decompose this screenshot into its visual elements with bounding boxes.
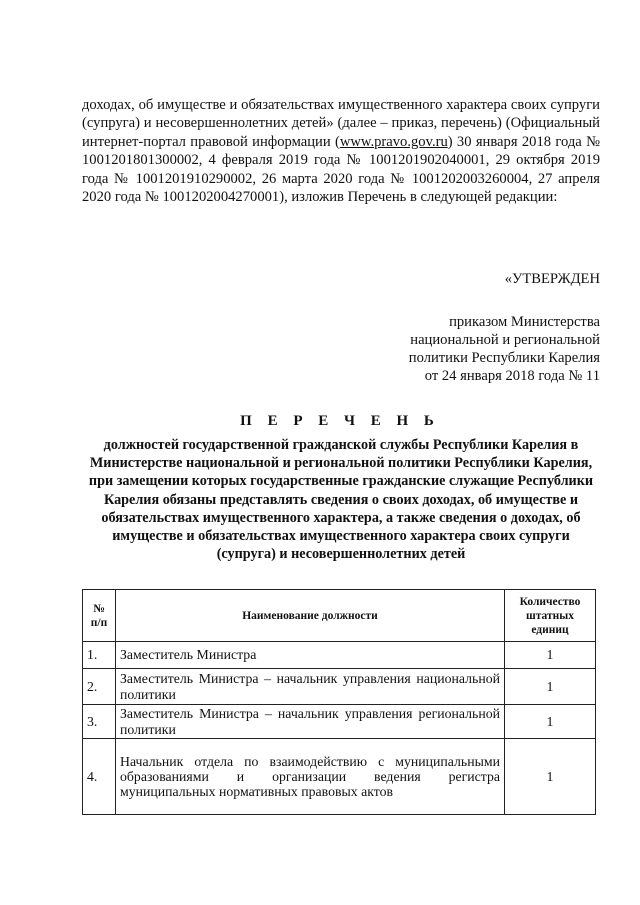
header-name: Наименование должности bbox=[116, 590, 505, 642]
intro-paragraph bbox=[82, 96, 600, 206]
table-row bbox=[83, 642, 596, 669]
table-row bbox=[83, 739, 596, 815]
approval-line-3: политики Республики Карелия bbox=[408, 350, 600, 366]
row-qty: 1 bbox=[505, 642, 596, 669]
table-row bbox=[83, 669, 596, 705]
approval-line-2: национальной и региональной bbox=[410, 332, 600, 348]
row-num: 4. bbox=[83, 739, 116, 815]
document-title: П Е Р Е Ч Е Н Ь bbox=[240, 413, 440, 429]
header-qty: Количество штатных единиц bbox=[505, 590, 596, 642]
row-name: Начальник отдела по взаимодействию с муниципальными образованиями и организации ведения регистра муниципальных нормативных правовых актов bbox=[116, 739, 505, 815]
row-name: Заместитель Министра – начальник управления национальной политики bbox=[116, 669, 505, 705]
table-row bbox=[83, 705, 596, 739]
row-name: Заместитель Министра bbox=[116, 642, 505, 669]
intro-part-2: ) 30 января 2018 года № 1001201801300002, 4 февраля 2019 года № 1001201902040001, 29 октября 2019 года № 1001201910290002, 26 марта 2020 года № 1001202003260004, 27 апреля 2020 года № 1001202004270001), изложив Перечень в следующей редакции: bbox=[82, 133, 600, 206]
row-num: 1. bbox=[83, 642, 116, 669]
pravo-link[interactable]: www.pravo.gov.ru bbox=[339, 133, 448, 150]
approval-block bbox=[409, 270, 600, 385]
intro-part-1: доходах, об имуществе и обязательствах имущественного характера своих супруги (супруга) и несовершеннолетних детей» (далее – приказ, перечень) (Официальный интернет-портал правовой информации ( bbox=[82, 97, 600, 150]
document-subtitle: должностей государственной гражданской службы Республики Карелия в Министерстве национальной и региональной политики Республики Карелия, при замещении которых государственные гражданские служащие Республики Карелия обязаны представлять сведения о своих доходах, об имуществе и обязательствах имущественного характера, а также сведения о доходах, об имуществе и обязательствах имущественного характера своих супруги (супруга) и несовершеннолетних детей bbox=[88, 437, 594, 563]
intro-text bbox=[82, 96, 600, 206]
row-num: 3. bbox=[83, 705, 116, 739]
row-name: Заместитель Министра – начальник управления региональной политики bbox=[116, 705, 505, 739]
row-qty: 1 bbox=[505, 669, 596, 705]
row-qty: 1 bbox=[505, 739, 596, 815]
row-qty: 1 bbox=[505, 705, 596, 739]
approval-heading: «УТВЕРЖДЕН bbox=[504, 271, 600, 287]
approval-line-1: приказом Министерства bbox=[449, 314, 600, 330]
table-header-row bbox=[83, 590, 596, 642]
approval-line-4: от 24 января 2018 года № 11 bbox=[424, 368, 600, 384]
row-num: 2. bbox=[83, 669, 116, 705]
header-num: № п/п bbox=[83, 590, 116, 642]
positions-table bbox=[82, 589, 596, 815]
